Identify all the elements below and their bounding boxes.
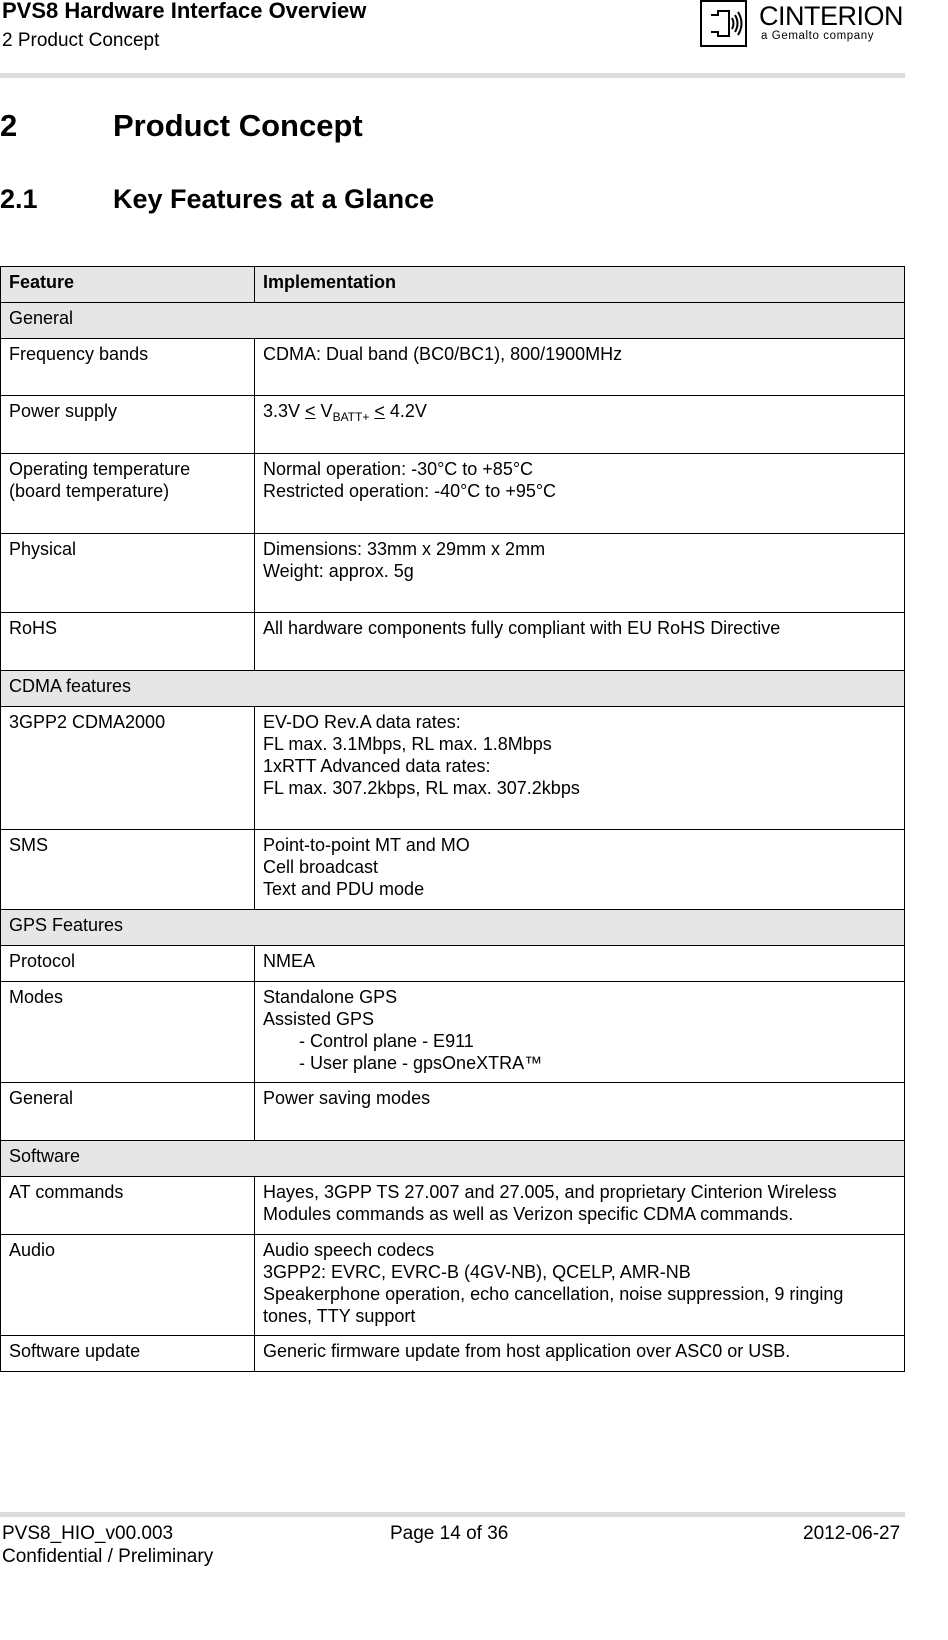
feature-cell: Operating temperature (board temperature) <box>1 454 255 534</box>
table-row <box>1 946 905 982</box>
feature-cell: Software update <box>1 1336 255 1372</box>
table-row <box>1 1336 905 1372</box>
implementation-cell: EV-DO Rev.A data rates: FL max. 3.1Mbps, RL max. 1.8Mbps 1xRTT Advanced data rates: FL max. 307.2kbps, RL max. 307.2kbps <box>255 707 905 830</box>
implementation-cell: Normal operation: -30°C to +85°C Restricted operation: -40°C to +95°C <box>255 454 905 534</box>
feature-cell: Frequency bands <box>1 339 255 396</box>
implementation-cell: Point-to-point MT and MO Cell broadcast Text and PDU mode <box>255 830 905 910</box>
logo-wordmark: CINTERION <box>759 1 903 31</box>
table-row <box>1 1177 905 1235</box>
footer-divider <box>0 1512 905 1517</box>
footer-date: 2012-06-27 <box>803 1523 901 1544</box>
table-row <box>1 1235 905 1336</box>
column-header-feature: Feature <box>1 267 255 303</box>
table-header-row <box>1 267 905 303</box>
section-title: Product Concept <box>113 108 363 143</box>
cinterion-logo <box>700 0 904 52</box>
category-label: General <box>1 303 905 339</box>
implementation-cell: NMEA <box>255 946 905 982</box>
feature-cell: 3GPP2 CDMA2000 <box>1 707 255 830</box>
feature-cell: Audio <box>1 1235 255 1336</box>
category-row-gps <box>1 910 905 946</box>
table-row <box>1 534 905 613</box>
category-label: GPS Features <box>1 910 905 946</box>
header-divider <box>0 73 905 78</box>
implementation-cell: Dimensions: 33mm x 29mm x 2mm Weight: approx. 5g <box>255 534 905 613</box>
subsection-title: Key Features at a Glance <box>113 184 435 214</box>
implementation-cell: Power saving modes <box>255 1083 905 1141</box>
footer-page-number: Page 14 of 36 <box>390 1523 509 1544</box>
category-label: Software <box>1 1141 905 1177</box>
key-features-table <box>0 266 905 1372</box>
feature-cell: Protocol <box>1 946 255 982</box>
implementation-cell: CDMA: Dual band (BC0/BC1), 800/1900MHz <box>255 339 905 396</box>
table-row <box>1 613 905 671</box>
section-heading <box>0 108 363 144</box>
table-row <box>1 982 905 1083</box>
wireless-signal-icon <box>700 0 747 47</box>
subsection-number: 2.1 <box>0 184 38 214</box>
table-row <box>1 396 905 454</box>
feature-cell: General <box>1 1083 255 1141</box>
feature-cell: Power supply <box>1 396 255 454</box>
chapter-subtitle: 2 Product Concept <box>2 30 160 51</box>
subsection-heading <box>0 184 435 215</box>
document-title: PVS8 Hardware Interface Overview <box>2 0 367 23</box>
footer-classification: Confidential / Preliminary <box>2 1546 214 1567</box>
table-row <box>1 830 905 910</box>
implementation-cell: All hardware components fully compliant with EU RoHS Directive <box>255 613 905 671</box>
footer-doc-id: PVS8_HIO_v00.003 <box>2 1523 174 1544</box>
implementation-cell: Standalone GPS Assisted GPS - Control plane - E911 - User plane - gpsOneXTRA™ <box>255 982 905 1083</box>
implementation-cell: Generic firmware update from host application over ASC0 or USB. <box>255 1336 905 1372</box>
feature-cell: Modes <box>1 982 255 1083</box>
feature-cell: RoHS <box>1 613 255 671</box>
category-row-software <box>1 1141 905 1177</box>
logo-tagline: a Gemalto company <box>761 30 875 42</box>
feature-cell: Physical <box>1 534 255 613</box>
category-row-cdma <box>1 671 905 707</box>
feature-cell: AT commands <box>1 1177 255 1235</box>
implementation-cell: $3.3V < V_{BATT+} < 4.2V$ <box>255 396 905 454</box>
table-row <box>1 707 905 830</box>
implementation-cell: Audio speech codecs 3GPP2: EVRC, EVRC-B (4GV-NB), QCELP, AMR-NB Speakerphone operation, echo cancellation, noise suppression, 9 ringing tones, TTY support <box>255 1235 905 1336</box>
table-row <box>1 1083 905 1141</box>
feature-cell: SMS <box>1 830 255 910</box>
category-row-general <box>1 303 905 339</box>
section-number: 2 <box>0 108 18 143</box>
table-row <box>1 454 905 534</box>
category-label: CDMA features <box>1 671 905 707</box>
column-header-implementation: Implementation <box>255 267 905 303</box>
implementation-cell: Hayes, 3GPP TS 27.007 and 27.005, and proprietary Cinterion Wireless Modules commands as well as Verizon specific CDMA commands. <box>255 1177 905 1235</box>
table-row <box>1 339 905 396</box>
